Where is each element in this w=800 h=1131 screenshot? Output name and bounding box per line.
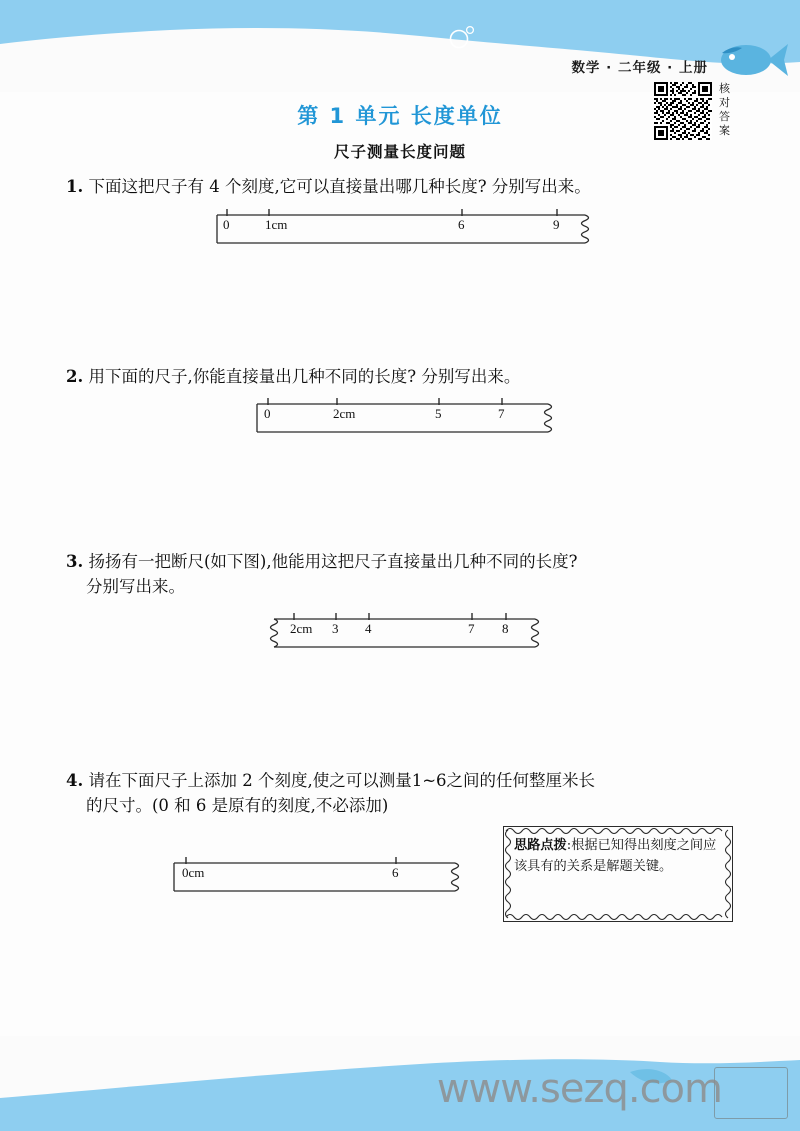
- ruler-question-1-svg: [215, 207, 613, 251]
- ruler-tick-label: 2cm: [333, 406, 356, 421]
- question-2: [66, 364, 742, 389]
- topic-title: 尺子测量长度问题: [333, 143, 466, 161]
- banner-wave-shape: [0, 0, 800, 92]
- ruler-diagram-1: [215, 207, 597, 245]
- ruler-torn-right-edge: [452, 863, 459, 891]
- question-2-number: 2.: [66, 367, 84, 386]
- fish-logo-icon: [716, 36, 790, 82]
- qr-caption-char-2: 对: [719, 96, 730, 109]
- ruler-body-edges: [274, 619, 535, 647]
- qr-caption-char-4: 案: [719, 124, 730, 137]
- ruler-tick-label: 2cm: [290, 621, 313, 636]
- ruler-tick-label: 5: [435, 406, 442, 421]
- subject-grade-label: 数学 · 二年级 · 上册: [571, 60, 708, 76]
- question-4-text: 请在下面尺子上添加 2 个刻度,使之可以测量1~6之间的任何整厘米长: [88, 771, 596, 790]
- ruler-tick-label: 0cm: [182, 865, 205, 880]
- ruler-question-3-svg: [262, 611, 563, 655]
- ruler-tick-label: 3: [332, 621, 339, 636]
- question-1-number: 1.: [66, 177, 84, 196]
- hint-body: 根据已知得出刻度之间应该具有的关系是解题关键。: [514, 838, 717, 874]
- hint-separator: :: [566, 838, 572, 853]
- ruler-torn-left-edge: [271, 619, 278, 647]
- ruler-torn-right-edge: [532, 619, 539, 647]
- ruler-diagram-2: [255, 396, 560, 434]
- ruler-tick-label: 6: [392, 865, 399, 880]
- qr-caption-char-1: 核: [719, 82, 730, 95]
- question-3-number: 3.: [66, 552, 84, 571]
- hint-box: [503, 826, 733, 922]
- ruler-torn-right-edge: [582, 215, 589, 243]
- ruler-tick-label: 7: [498, 406, 505, 421]
- question-4-number: 4.: [66, 771, 84, 790]
- page-footer: [0, 1036, 800, 1131]
- question-2-text: 用下面的尺子,你能直接量出几种不同的长度? 分别写出来。: [88, 367, 521, 386]
- ruler-diagram-3: [262, 611, 547, 649]
- question-3: [66, 549, 742, 599]
- unit-title: 第 1 单元 长度单位: [297, 104, 503, 128]
- ruler-tick-label: 0: [264, 406, 271, 421]
- ruler-tick-label: 6: [458, 217, 465, 232]
- hint-label: 思路点拨: [514, 838, 567, 853]
- question-1-text: 下面这把尺子有 4 个刻度,它可以直接量出哪几种长度? 分别写出来。: [88, 177, 591, 196]
- site-watermark: www.sezq.com: [436, 1066, 722, 1112]
- ruler-tick-label: 4: [365, 621, 372, 636]
- question-1: [66, 174, 742, 199]
- ruler-question-2-svg: [255, 396, 576, 440]
- top-banner: [0, 0, 800, 92]
- question-3-text: 扬扬有一把断尺(如下图),他能用这把尺子直接量出几种不同的长度?: [88, 552, 578, 571]
- question-3-text-line2: 分别写出来。: [86, 577, 185, 596]
- ruler-tick-label: 0: [223, 217, 230, 232]
- question-4: [66, 768, 742, 818]
- ruler-tick-label: 1cm: [265, 217, 288, 232]
- ruler-diagram-4: [172, 855, 467, 893]
- footer-badge: [714, 1067, 788, 1119]
- ruler-tick-label: 9: [553, 217, 560, 232]
- ruler-question-4-svg: [172, 855, 483, 899]
- ruler-tick-label: 8: [502, 621, 509, 636]
- ruler-tick-label: 7: [468, 621, 475, 636]
- hint-text: [514, 835, 722, 877]
- ruler-torn-right-edge: [545, 404, 552, 432]
- question-4-text-line2: 的尺寸。(0 和 6 是原有的刻度,不必添加): [86, 796, 389, 815]
- qr-caption-char-3: 答: [719, 110, 730, 123]
- ruler-body-edges: [174, 863, 455, 891]
